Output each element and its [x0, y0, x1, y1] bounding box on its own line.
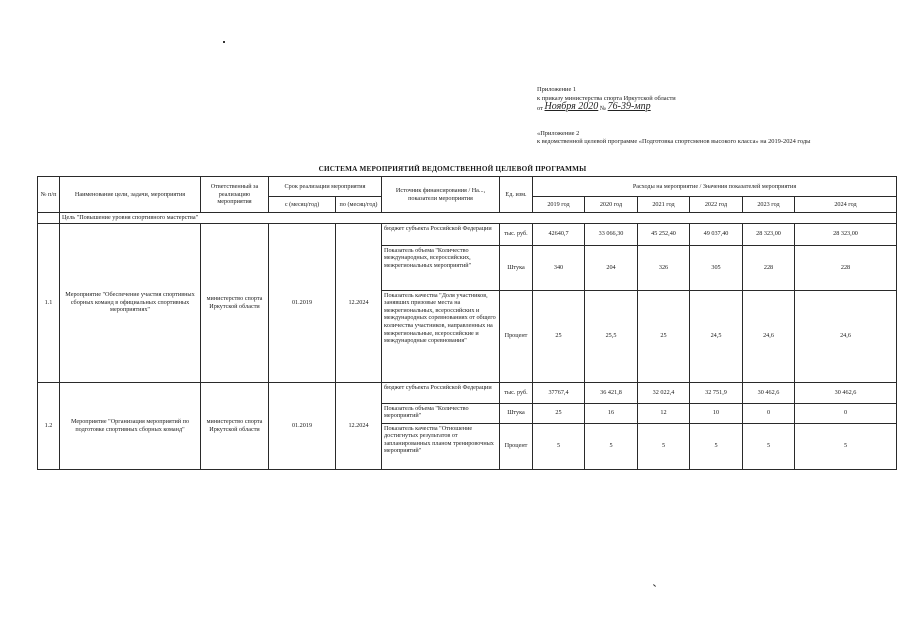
- indicator-unit: тыс. руб.: [500, 223, 533, 245]
- value-cell: 5: [638, 423, 690, 469]
- indicator-label: Показатель качества "Доля участников, занявших призовые места на межрегиональных, всероссийских и международных соревнованиях от общего количества участников, направленных на межрегиональные, всероссийские и международные соревнования": [382, 290, 500, 382]
- col-name: Наименование цели, задачи, мероприятия: [60, 177, 201, 213]
- value-cell: 25: [638, 290, 690, 382]
- goal-row: [38, 213, 897, 224]
- activity-name: Мероприятие "Обеспечение участия спортивных сборных команд в официальных спортивных мероприятиях": [60, 223, 201, 382]
- value-cell: 305: [690, 245, 743, 290]
- col-year: 2022 год: [690, 197, 743, 213]
- indicator-unit: Штука: [500, 245, 533, 290]
- document-title: СИСТЕМА МЕРОПРИЯТИЙ ВЕДОМСТВЕННОЙ ЦЕЛЕВОЙ ПРОГРАММЫ: [318, 165, 587, 173]
- indicator-label: Показатель объема "Количество мероприятий": [382, 403, 500, 423]
- value-cell: 24,5: [690, 290, 743, 382]
- value-cell: 340: [533, 245, 585, 290]
- indicator-unit: Процент: [500, 290, 533, 382]
- value-cell: 204: [585, 245, 638, 290]
- value-cell: 45 252,40: [638, 223, 690, 245]
- value-cell: 32 022,4: [638, 382, 690, 403]
- activity-name: Мероприятие "Организация мероприятий по подготовке спортивных сборных команд": [60, 382, 201, 469]
- activity-to: 12.2024: [336, 223, 382, 382]
- value-cell: 36 421,8: [585, 382, 638, 403]
- scan-speck: [653, 584, 656, 587]
- col-year: 2023 год: [743, 197, 795, 213]
- col-unit: Ед. изм.: [500, 177, 533, 213]
- activity-responsible: министерство спорта Иркутской области: [201, 223, 269, 382]
- indicator-unit: Штука: [500, 403, 533, 423]
- value-cell: 12: [638, 403, 690, 423]
- activity-from: 01.2019: [269, 223, 336, 382]
- indicator-label: Показатель объема "Количество международных, всероссийских, межрегиональных мероприятий": [382, 245, 500, 290]
- col-term-to: по (месяц/год): [336, 197, 382, 213]
- value-cell: 0: [743, 403, 795, 423]
- value-cell: 5: [690, 423, 743, 469]
- activity-from: 01.2019: [269, 382, 336, 469]
- col-term: Срок реализации мероприятия: [269, 177, 382, 197]
- value-cell: 32 751,9: [690, 382, 743, 403]
- annex-program: к ведомственной целевой программе «Подготовка спортсменов высокого класса» на 2019-2024 годы: [537, 138, 811, 145]
- value-cell: 5: [585, 423, 638, 469]
- activity-responsible: министерство спорта Иркутской области: [201, 382, 269, 469]
- handwritten-number: 76-39-мпр: [607, 101, 651, 112]
- value-cell: 228: [795, 245, 897, 290]
- col-year: 2019 год: [533, 197, 585, 213]
- table-row: [38, 382, 897, 403]
- value-cell: 16: [585, 403, 638, 423]
- col-num: № п/п: [38, 177, 60, 213]
- value-cell: 28 323,00: [743, 223, 795, 245]
- value-cell: 5: [533, 423, 585, 469]
- document-header: [537, 85, 867, 113]
- activity-number: 1.2: [38, 382, 60, 469]
- value-cell: 30 462,6: [743, 382, 795, 403]
- value-cell: 30 462,6: [795, 382, 897, 403]
- header-row: [38, 177, 897, 197]
- goal-text: Цель "Повышение уровня спортивного мастерства": [60, 213, 897, 224]
- col-year: 2020 год: [585, 197, 638, 213]
- value-cell: 25,5: [585, 290, 638, 382]
- value-cell: 49 037,40: [690, 223, 743, 245]
- value-cell: 5: [743, 423, 795, 469]
- col-year: 2024 год: [795, 197, 897, 213]
- value-cell: 228: [743, 245, 795, 290]
- annex-reference: [537, 130, 837, 146]
- value-cell: 326: [638, 245, 690, 290]
- value-cell: 28 323,00: [795, 223, 897, 245]
- table-row: [38, 223, 897, 245]
- indicator-unit: тыс. руб.: [500, 382, 533, 403]
- value-cell: 25: [533, 290, 585, 382]
- indicator-label: бюджет субъекта Российской Федерации: [382, 223, 500, 245]
- activity-to: 12.2024: [336, 382, 382, 469]
- value-cell: 37767,4: [533, 382, 585, 403]
- value-cell: 5: [795, 423, 897, 469]
- value-cell: 24,6: [743, 290, 795, 382]
- col-expenses: Расходы на мероприятие / Значения показателей мероприятия: [533, 177, 897, 197]
- indicator-label: Показатель качества "Отношение достигнутых результатов от запланированных планом тренировочных мероприятий": [382, 423, 500, 469]
- annex-label: «Приложение 2: [537, 130, 580, 137]
- col-responsible: Ответственный за реализацию мероприятия: [201, 177, 269, 213]
- value-cell: 0: [795, 403, 897, 423]
- col-year: 2021 год: [638, 197, 690, 213]
- value-cell: 42640,7: [533, 223, 585, 245]
- handwritten-date: Ноября 2020: [544, 101, 599, 112]
- value-cell: 33 066,30: [585, 223, 638, 245]
- col-term-from: с (месяц/год): [269, 197, 336, 213]
- value-cell: 24,6: [795, 290, 897, 382]
- scan-speck: [223, 41, 225, 43]
- activity-number: 1.1: [38, 223, 60, 382]
- activities-table: [37, 176, 897, 470]
- appendix-label: Приложение 1: [537, 86, 577, 93]
- indicator-unit: Процент: [500, 423, 533, 469]
- order-reference: к приказу министерства спорта Иркутской области: [537, 95, 676, 102]
- value-cell: 10: [690, 403, 743, 423]
- col-source: Источник финансирования / На..., показатели мероприятия: [382, 177, 500, 213]
- indicator-label: бюджет субъекта Российской Федерации: [382, 382, 500, 403]
- value-cell: 25: [533, 403, 585, 423]
- order-date-line: от Ноября 2020 № 76-39-мпр: [537, 101, 651, 112]
